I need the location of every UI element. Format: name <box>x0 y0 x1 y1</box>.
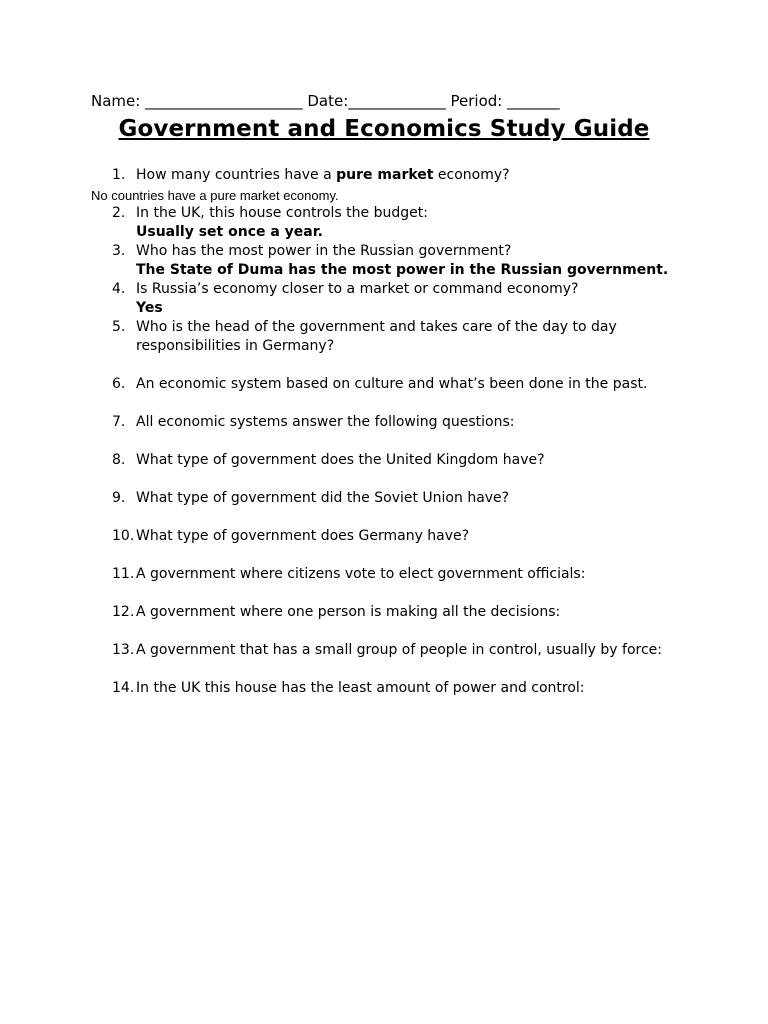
question-emphasis: pure market <box>336 167 434 183</box>
question-number: 11. <box>112 566 135 582</box>
question-text: How many countries have a pure market economy? <box>136 167 510 183</box>
question-number: 7. <box>112 414 126 430</box>
question-number: 10. <box>112 528 135 544</box>
question-number: 13. <box>112 642 135 658</box>
question-number: 3. <box>112 243 126 259</box>
answer-text: No countries have a pure market economy. <box>91 188 339 203</box>
question-text: In the UK this house has the least amount of power and control: <box>136 680 585 696</box>
question-text: What type of government did the Soviet Union have? <box>136 490 510 506</box>
question-number: 9. <box>112 490 126 506</box>
answer-text: Usually set once a year. <box>136 224 323 240</box>
question-text: A government where one person is making all the decisions: <box>136 604 561 620</box>
question-number: 2. <box>112 205 126 221</box>
question-text: Who has the most power in the Russian government? <box>136 243 512 259</box>
question-text: An economic system based on culture and what’s been done in the past. <box>136 376 648 392</box>
question-number: 12. <box>112 604 135 620</box>
question-number: 14. <box>112 680 135 696</box>
question-text: A government that has a small group of people in control, usually by force: <box>136 642 662 658</box>
question-text: What type of government does Germany have? <box>136 528 470 544</box>
answer-text: The State of Duma has the most power in the Russian government. <box>136 262 669 278</box>
answer-text: Yes <box>136 300 163 316</box>
question-text: Is Russia’s economy closer to a market or command economy? <box>136 281 579 297</box>
question-number: 4. <box>112 281 126 297</box>
question-text: In the UK, this house controls the budget: <box>136 205 428 221</box>
name-date-period-line: Name: _____________________ Date:_____________ Period: _______ <box>91 92 560 110</box>
question-number: 8. <box>112 452 126 468</box>
question-text: A government where citizens vote to elect government officials: <box>136 566 586 582</box>
question-text: All economic systems answer the following questions: <box>136 414 515 430</box>
page-title: Government and Economics Study Guide <box>118 116 650 142</box>
question-text: Who is the head of the government and takes care of the day to day responsibilities in Germany? <box>136 319 617 354</box>
question-number: 5. <box>112 319 126 335</box>
question-text: What type of government does the United Kingdom have? <box>136 452 545 468</box>
question-number: 6. <box>112 376 126 392</box>
question-number: 1. <box>112 167 126 183</box>
